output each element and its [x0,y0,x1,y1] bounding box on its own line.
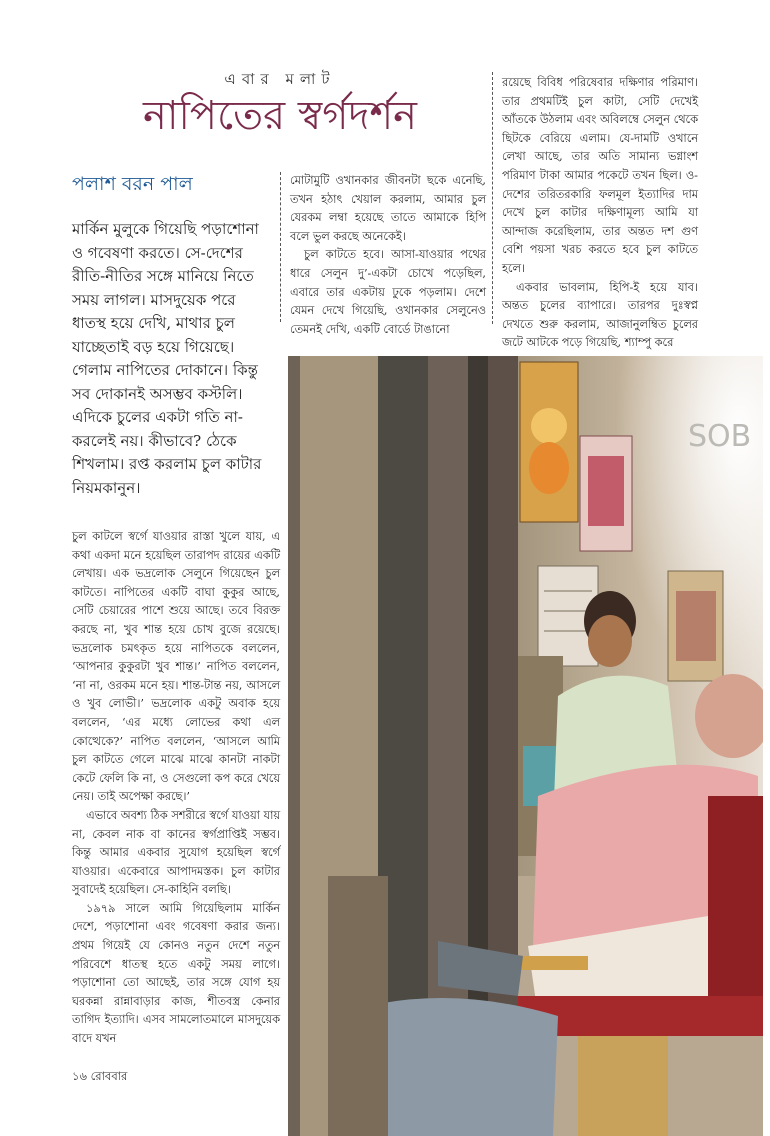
deity-poster-icon [580,436,632,551]
photo-illustration [288,356,763,1136]
body-paragraph: চুল কাটলে স্বর্গে যাওয়ার রাস্তা খুলে যায়, এ কথা একদা মনে হয়েছিল তারাপদ রায়ের একটি লেখায়। এক ভদ্রলোক সেলুনে গিয়েছেন চুল কাটতে। নাপিতের একটি বাঘা কুকুর আছে, সেটি চেয়ারের পাশে শুয়ে আছে। তবে বিরক্ত করছে না, খুব শান্ত হয়ে চোখ বুজে রয়েছে। ভদ্রলোক চমৎকৃত হয়ে নাপিতকে বললেন, ‘আপনার কুকুরটা খুব শান্ত।’ নাপিত বললেন, ‘না না, ওরকম মনে হয়। শান্ত-টান্ত নয়, আসলে ও খুব লোভী।’ ভদ্রলোক একটু অবাক হয়ে বললেন, ‘এর মধ্যে লোভের কথা এল কোত্থেকে?’ নাপিত বললেন, ‘আসলে আমি চুল কাটতে গেলে মাঝে মাঝে কানটা নাকটা কেটে ফেলি কি না, ও সেগুলো কপ করে খেয়ে নেয়। তাই অপেক্ষা করছে।’ [72,530,280,804]
page-title: নাপিতের স্বর্গদর্শন [143,93,417,139]
article-column-1 [72,528,280,1049]
barber-shop-photo [288,356,763,1136]
article-column-2 [290,172,486,339]
author-name: পলাশ বরন পাল [72,173,193,195]
column-divider [280,172,282,322]
body-paragraph: এভাবে অবশ্য ঠিক সশরীরে স্বর্গে যাওয়া যায় না, কেবল নাক বা কানের স্বর্গপ্রাপ্তিই সম্ভব। কিন্তু আমার একবার সুযোগ হয়েছিল স্বর্গে যাওয়ার। একেবারে আপাদমস্তক। চুল কাটার সুবাদেই হয়েছিল। সে-কাহিনি বলছি। [72,808,280,897]
ganesh-poster-icon [520,362,578,522]
body-paragraph: একবার ভাবলাম, হিপি-ই হয়ে যাব। অন্তত চুলের ব্যাপারে। তারপর দুঃস্বপ্ন দেখতে শুরু করলাম, আজানুলম্বিত চুলের জটে আটকে পড়ে গিয়েছি, শ্যাম্পু করে [502,280,698,350]
column-divider [492,72,494,324]
body-paragraph: ১৯৭৯ সালে আমি গিয়েছিলাম মার্কিন দেশে, পড়াশোনা এবং গবেষণা করার জন্য। প্রথম গিয়েই যে কোনও নতুন দেশে নতুন পরিবেশে ধাতস্থ হতে একটু সময় লাগে। পড়াশোনা তো আছেই, তার সঙ্গে যোগ হয় ঘরকন্না রান্নাবাড়ার কাজ, শীতবস্ত্র কেনার তাগিদ ইত্যাদি। এসব সামলোতমালে মাসদুয়েক বাদে যখন [72,901,280,1046]
body-paragraph: রয়েছে বিবিধ পরিষেবার দক্ষিণার পরিমাণ। তার প্রথমটিই চুল কাটা, সেটি দেখেই আঁতকে উঠলাম এবং অবিলম্বে সেলুন থেকে ছিটকে বেরিয়ে এলাম। যে-দামটি ওখানে লেখা আছে, তার অতি সামান্য ভগ্নাংশ পরিমাণ টাকা আমার পকেটে তখন ছিল। ও-দেশের তরিতরকারি ফলমূল ইত্যাদির দাম দেখে চুল কাটার দক্ষিণামূল্য আমি যা আন্দাজ করেছিলাম, তার অন্তত দশ গুণ বেশি পয়সা খরচ করতে হবে চুল কাটতে হলে। [502,76,698,275]
body-paragraph: মোটামুটি ওখানকার জীবনটা ছকে এনেছি, তখন হঠাৎ খেয়াল করলাম, আমার চুল যেরকম লম্বা হয়েছে তাতে আমাকে হিপি বলে ভুল করছে অনেকেই। [290,174,486,243]
page-footer: ১৬ রোববার [72,1069,128,1083]
side-poster-icon [668,571,723,681]
section-kicker: এবার মলাট [224,70,336,88]
article-column-3 [502,74,698,353]
body-paragraph: চুল কাটতে হবে। আসা-যাওয়ার পথের ধারে সেলুন দু’-একটা চোখে পড়েছিল, এবারে তার একটায় ঢুকে পড়লাম। দেশে যেমন দেখে গিয়েছি, ওখানকার সেলুনেও তেমনই দেখি, একটি বোর্ডে টাঙানো [290,248,486,336]
intro-paragraph: মার্কিন মুলুকে গিয়েছি পড়াশোনা ও গবেষণা করতে। সে-দেশের রীতি-নীতির সঙ্গে মানিয়ে নিতে সময় লাগল। মাসদুয়েক পরে ধাতস্থ হয়ে দেখি, মাথার চুল যাচ্ছেতাই বড় হয়ে গিয়েছে। গেলাম নাপিতের দোকানে। কিন্তু সব দোকানই অসম্ভব কস্টলি। এদিকে চুলের একটা গতি না-করলেই নয়। কীভাবে? ঠেকে শিখলাম। রপ্ত করলাম চুল কাটার নিয়মকানুন। [72,220,262,497]
shop-sign-text: SOB [688,419,752,454]
